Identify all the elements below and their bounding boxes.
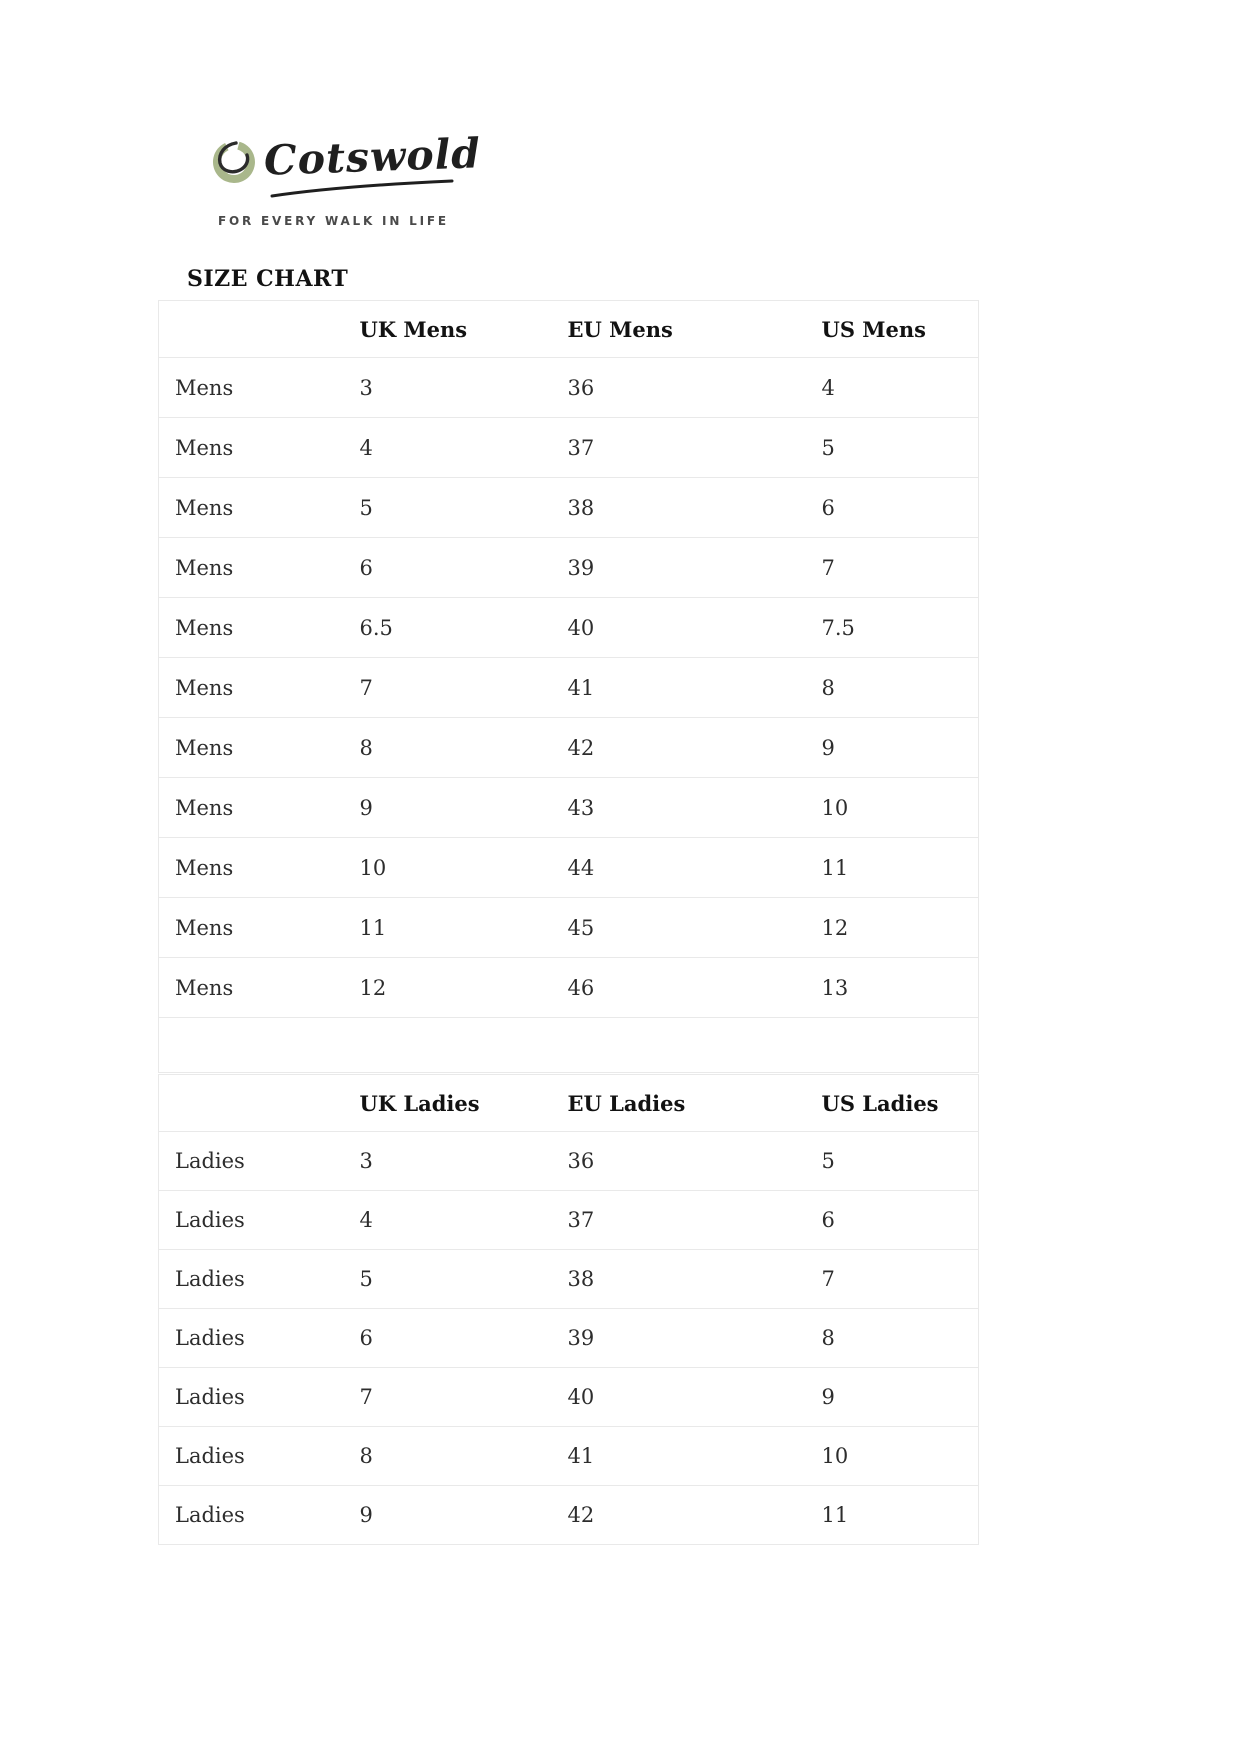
header-row — [159, 1075, 979, 1132]
size-value-cell: 5 — [359, 495, 373, 520]
row-label-cell: Mens — [175, 915, 234, 940]
size-value-cell: 36 — [567, 1149, 595, 1173]
size-value-cell: 6 — [359, 1326, 373, 1350]
table-row — [159, 958, 979, 1018]
empty-cell — [811, 1018, 979, 1073]
table-row — [159, 658, 979, 718]
mens-size-table — [158, 300, 979, 1073]
size-value-cell: 11 — [359, 915, 387, 940]
column-header: UK Mens — [359, 316, 468, 342]
empty-cell — [557, 1018, 811, 1073]
size-value-cell: 9 — [821, 735, 835, 760]
empty-cell — [159, 1018, 349, 1073]
size-value-cell: 38 — [567, 495, 595, 520]
table-row — [159, 898, 979, 958]
table-row — [159, 418, 979, 478]
row-label-cell: Ladies — [175, 1208, 245, 1232]
brand-name: Cotswold — [263, 129, 482, 185]
page-title: SIZE CHART — [187, 266, 349, 292]
brand-tagline: FOR EVERY WALK IN LIFE — [218, 214, 449, 228]
size-value-cell: 37 — [567, 1208, 595, 1232]
row-label-cell: Mens — [175, 495, 234, 520]
size-value-cell: 9 — [359, 795, 373, 820]
column-header: US Ladies — [821, 1090, 939, 1116]
row-label-cell: Mens — [175, 735, 234, 760]
row-label-cell: Ladies — [175, 1267, 245, 1291]
size-value-cell: 7 — [821, 555, 835, 580]
size-value-cell: 8 — [821, 675, 835, 700]
row-label-cell: Mens — [175, 435, 234, 460]
ladies-size-table — [158, 1074, 979, 1545]
row-label-cell: Mens — [175, 855, 234, 880]
row-label-cell: Ladies — [175, 1444, 245, 1468]
size-value-cell: 4 — [359, 435, 373, 460]
size-value-cell: 6 — [359, 555, 373, 580]
size-value-cell: 5 — [359, 1267, 373, 1291]
row-label-cell: Mens — [175, 615, 234, 640]
size-value-cell: 10 — [821, 795, 849, 820]
size-value-cell: 8 — [359, 1444, 373, 1468]
size-value-cell: 5 — [821, 435, 835, 460]
table-row — [159, 718, 979, 778]
size-value-cell: 41 — [567, 1444, 595, 1468]
table-row — [159, 1427, 979, 1486]
size-value-cell: 40 — [567, 1385, 595, 1409]
column-header: EU Ladies — [567, 1090, 686, 1116]
cotswold-ring-icon — [210, 137, 258, 189]
size-value-cell: 13 — [821, 975, 849, 1000]
size-value-cell: 11 — [821, 1503, 849, 1527]
size-value-cell: 37 — [567, 435, 595, 460]
row-label-cell: Mens — [175, 375, 234, 400]
row-label-cell: Ladies — [175, 1326, 245, 1350]
size-value-cell: 6 — [821, 1208, 835, 1232]
size-value-cell: 45 — [567, 915, 595, 940]
table-row — [159, 1250, 979, 1309]
table-row — [159, 838, 979, 898]
table-row — [159, 478, 979, 538]
empty-spacer-row — [159, 1018, 979, 1073]
column-header: US Mens — [821, 316, 926, 342]
header-row — [159, 301, 979, 358]
brand-underline-swoosh — [270, 178, 454, 200]
size-value-cell: 8 — [821, 1326, 835, 1350]
table-row — [159, 1132, 979, 1191]
table-row — [159, 1191, 979, 1250]
table-row — [159, 538, 979, 598]
size-value-cell: 9 — [821, 1385, 835, 1409]
table-row — [159, 358, 979, 418]
size-value-cell: 7 — [359, 675, 373, 700]
column-header — [159, 301, 349, 358]
row-label-cell: Mens — [175, 795, 234, 820]
size-value-cell: 42 — [567, 1503, 595, 1527]
size-value-cell: 46 — [567, 975, 595, 1000]
row-label-cell: Mens — [175, 555, 234, 580]
size-value-cell: 7 — [821, 1267, 835, 1291]
table-row — [159, 778, 979, 838]
size-value-cell: 42 — [567, 735, 595, 760]
size-value-cell: 11 — [821, 855, 849, 880]
size-value-cell: 10 — [821, 1444, 849, 1468]
size-value-cell: 36 — [567, 375, 595, 400]
column-header: UK Ladies — [359, 1090, 480, 1116]
size-value-cell: 8 — [359, 735, 373, 760]
size-value-cell: 4 — [821, 375, 835, 400]
size-value-cell: 4 — [359, 1208, 373, 1232]
size-value-cell: 6.5 — [359, 615, 393, 640]
row-label-cell: Ladies — [175, 1385, 245, 1409]
size-value-cell: 38 — [567, 1267, 595, 1291]
table-row — [159, 1486, 979, 1545]
size-value-cell: 3 — [359, 1149, 373, 1173]
size-value-cell: 12 — [359, 975, 387, 1000]
table-row — [159, 1309, 979, 1368]
size-value-cell: 44 — [567, 855, 595, 880]
row-label-cell: Mens — [175, 675, 234, 700]
size-value-cell: 10 — [359, 855, 387, 880]
size-value-cell: 43 — [567, 795, 595, 820]
table-row — [159, 598, 979, 658]
size-value-cell: 3 — [359, 375, 373, 400]
table-row — [159, 1368, 979, 1427]
column-header — [159, 1075, 349, 1132]
row-label-cell: Ladies — [175, 1149, 245, 1173]
size-value-cell: 41 — [567, 675, 595, 700]
size-value-cell: 12 — [821, 915, 849, 940]
size-value-cell: 6 — [821, 495, 835, 520]
size-value-cell: 39 — [567, 555, 595, 580]
column-header: EU Mens — [567, 316, 673, 342]
size-value-cell: 40 — [567, 615, 595, 640]
row-label-cell: Mens — [175, 975, 234, 1000]
empty-cell — [349, 1018, 557, 1073]
row-label-cell: Ladies — [175, 1503, 245, 1527]
size-value-cell: 39 — [567, 1326, 595, 1350]
size-value-cell: 5 — [821, 1149, 835, 1173]
size-value-cell: 9 — [359, 1503, 373, 1527]
size-value-cell: 7.5 — [821, 615, 855, 640]
size-value-cell: 7 — [359, 1385, 373, 1409]
